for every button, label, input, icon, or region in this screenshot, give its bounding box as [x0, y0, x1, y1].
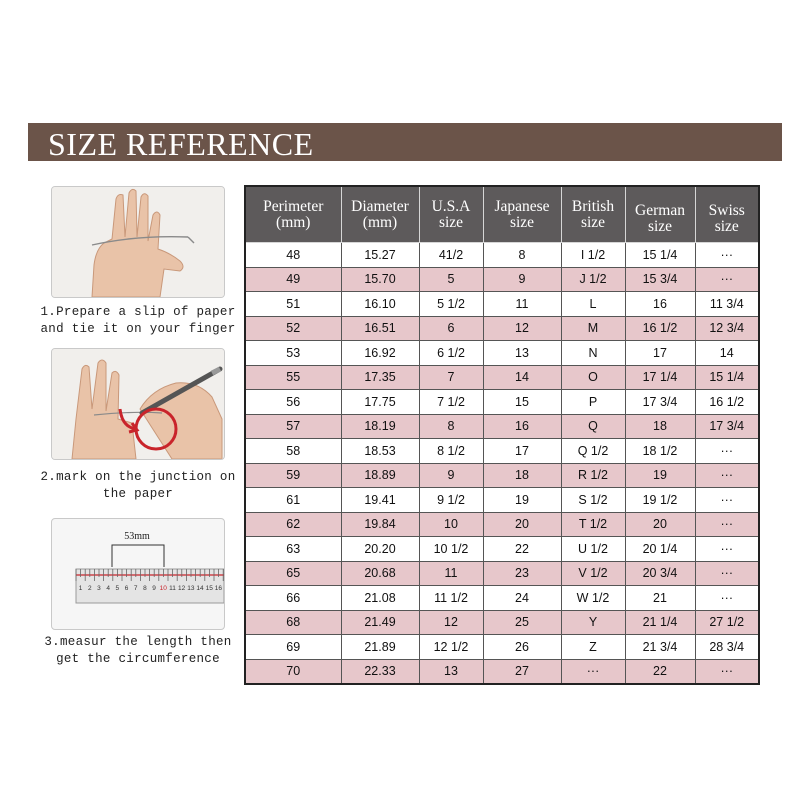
- table-cell: ···: [695, 243, 759, 268]
- title-banner: [28, 123, 782, 161]
- ruler-tick-label: 4: [106, 585, 110, 592]
- table-cell: 16 1/2: [625, 316, 695, 341]
- ruler-tick-label: 9: [152, 585, 156, 592]
- ruler-measure-label: 53mm: [124, 531, 150, 542]
- table-cell: 19: [483, 488, 561, 513]
- table-cell: 48: [245, 243, 341, 268]
- ruler-tick-label: 5: [115, 585, 120, 592]
- table-cell: 70: [245, 659, 341, 684]
- table-cell: ···: [695, 586, 759, 611]
- table-row: [245, 659, 759, 684]
- table-row: [245, 390, 759, 415]
- ruler-tick-label: 7: [133, 585, 138, 592]
- table-cell: 11 1/2: [419, 586, 483, 611]
- table-cell: 18.53: [341, 439, 419, 464]
- table-cell: ···: [695, 537, 759, 562]
- table-row: [245, 365, 759, 390]
- table-cell: 65: [245, 561, 341, 586]
- table-cell: T 1/2: [561, 512, 625, 537]
- table-cell: R 1/2: [561, 463, 625, 488]
- table-cell: 18: [483, 463, 561, 488]
- table-cell: N: [561, 341, 625, 366]
- table-cell: 14: [695, 341, 759, 366]
- table-row: [245, 610, 759, 635]
- table-cell: 17: [483, 439, 561, 464]
- table-cell: ···: [695, 512, 759, 537]
- table-cell: 17 1/4: [625, 365, 695, 390]
- header-diameter: Diameter (mm): [341, 186, 419, 243]
- ruler-tick-label: 14: [196, 585, 204, 592]
- ruler-illustration: [52, 519, 224, 629]
- table-cell: 15: [483, 390, 561, 415]
- page-title: SIZE REFERENCE: [48, 126, 314, 162]
- table-cell: 53: [245, 341, 341, 366]
- table-cell: 25: [483, 610, 561, 635]
- table-cell: 26: [483, 635, 561, 660]
- ruler-tick-label: 11: [169, 585, 176, 592]
- table-cell: ···: [695, 267, 759, 292]
- table-cell: ···: [695, 439, 759, 464]
- ruler-tick-label: 16: [214, 585, 223, 592]
- ruler-tick-label: 13: [187, 585, 195, 592]
- ruler-tick-label: 6: [124, 585, 129, 592]
- table-cell: 21 3/4: [625, 635, 695, 660]
- table-row: [245, 635, 759, 660]
- ruler-tick-label: 15: [205, 585, 213, 592]
- table-cell: ···: [695, 488, 759, 513]
- header-german-size: German size: [625, 186, 695, 243]
- table-cell: 12: [419, 610, 483, 635]
- table-cell: 62: [245, 512, 341, 537]
- table-cell: 17 3/4: [625, 390, 695, 415]
- table-row: [245, 561, 759, 586]
- ring-size-table: [244, 185, 760, 685]
- table-cell: 21.49: [341, 610, 419, 635]
- table-row: [245, 488, 759, 513]
- table-cell: 9 1/2: [419, 488, 483, 513]
- step-2-instruction: 2.mark on the junction on the paper: [40, 470, 236, 501]
- table-cell: 8 1/2: [419, 439, 483, 464]
- table-cell: Z: [561, 635, 625, 660]
- table-cell: 41/2: [419, 243, 483, 268]
- table-cell: 21 1/4: [625, 610, 695, 635]
- ruler-tick-label: 10: [159, 585, 167, 592]
- table-cell: 5: [419, 267, 483, 292]
- table-cell: 19.84: [341, 512, 419, 537]
- header-perimeter: Perimeter (mm): [245, 186, 341, 243]
- table-cell: ···: [561, 659, 625, 684]
- table-cell: 10 1/2: [419, 537, 483, 562]
- table-cell: 19.41: [341, 488, 419, 513]
- table-cell: 61: [245, 488, 341, 513]
- table-cell: 22.33: [341, 659, 419, 684]
- table-cell: 15 3/4: [625, 267, 695, 292]
- step-2-image: [51, 348, 225, 460]
- header-swiss-size: Swiss size: [695, 186, 759, 243]
- table-cell: P: [561, 390, 625, 415]
- table-cell: 69: [245, 635, 341, 660]
- table-cell: 15 1/4: [625, 243, 695, 268]
- table-cell: 18 1/2: [625, 439, 695, 464]
- ruler-tick-label: 12: [178, 585, 186, 592]
- table-cell: 58: [245, 439, 341, 464]
- table-row: [245, 341, 759, 366]
- table-cell: 22: [483, 537, 561, 562]
- table-cell: W 1/2: [561, 586, 625, 611]
- step-1-instruction: 1.Prepare a slip of paper and tie it on your finger: [40, 305, 236, 336]
- header-japanese-size: Japanese size: [483, 186, 561, 243]
- table-cell: 6 1/2: [419, 341, 483, 366]
- table-cell: 57: [245, 414, 341, 439]
- table-cell: 16.92: [341, 341, 419, 366]
- table-cell: ···: [695, 463, 759, 488]
- table-cell: 27 1/2: [695, 610, 759, 635]
- table-cell: 27: [483, 659, 561, 684]
- table-row: [245, 512, 759, 537]
- table-cell: V 1/2: [561, 561, 625, 586]
- table-cell: 51: [245, 292, 341, 317]
- table-cell: 63: [245, 537, 341, 562]
- table-cell: 17: [625, 341, 695, 366]
- table-cell: U 1/2: [561, 537, 625, 562]
- table-cell: 12 1/2: [419, 635, 483, 660]
- table-cell: 15 1/4: [695, 365, 759, 390]
- table-cell: 19 1/2: [625, 488, 695, 513]
- table-cell: 10: [419, 512, 483, 537]
- table-cell: 16.51: [341, 316, 419, 341]
- table-cell: ···: [695, 561, 759, 586]
- table-cell: 17 3/4: [695, 414, 759, 439]
- table-cell: L: [561, 292, 625, 317]
- table-cell: 68: [245, 610, 341, 635]
- table-cell: 17.35: [341, 365, 419, 390]
- table-cell: 52: [245, 316, 341, 341]
- table-row: [245, 414, 759, 439]
- table-cell: 6: [419, 316, 483, 341]
- table-row: [245, 316, 759, 341]
- table-cell: 16 1/2: [695, 390, 759, 415]
- step-1-image: [51, 186, 225, 298]
- table-cell: 17.75: [341, 390, 419, 415]
- ruler-tick-label: 8: [143, 585, 147, 592]
- table-cell: 21.89: [341, 635, 419, 660]
- table-cell: Q: [561, 414, 625, 439]
- table-cell: 18.19: [341, 414, 419, 439]
- ruler-tick-label: 2: [87, 585, 92, 592]
- table-cell: 20.68: [341, 561, 419, 586]
- table-cell: 8: [483, 243, 561, 268]
- table-cell: 18.89: [341, 463, 419, 488]
- table-cell: 20: [483, 512, 561, 537]
- table-cell: 24: [483, 586, 561, 611]
- table-cell: Q 1/2: [561, 439, 625, 464]
- table-cell: 12 3/4: [695, 316, 759, 341]
- table-cell: ···: [695, 659, 759, 684]
- table-cell: I 1/2: [561, 243, 625, 268]
- table-cell: 7: [419, 365, 483, 390]
- pen-marking-illustration: [52, 349, 224, 459]
- table-cell: 55: [245, 365, 341, 390]
- table-cell: 20.20: [341, 537, 419, 562]
- table-row: [245, 243, 759, 268]
- table-cell: 16: [625, 292, 695, 317]
- table-cell: S 1/2: [561, 488, 625, 513]
- table-cell: M: [561, 316, 625, 341]
- table-cell: 20: [625, 512, 695, 537]
- ruler-tick-label: 3: [97, 585, 101, 592]
- table-row: [245, 537, 759, 562]
- table-cell: 9: [419, 463, 483, 488]
- table-cell: 7 1/2: [419, 390, 483, 415]
- table-cell: 18: [625, 414, 695, 439]
- step-3-instruction: 3.measur the length then get the circumference: [44, 635, 232, 666]
- table-row: [245, 439, 759, 464]
- table-cell: 12: [483, 316, 561, 341]
- table-cell: 16: [483, 414, 561, 439]
- step-3-image: [51, 518, 225, 630]
- header-british-size: British size: [561, 186, 625, 243]
- table-cell: 5 1/2: [419, 292, 483, 317]
- table-cell: 22: [625, 659, 695, 684]
- table-cell: 11: [483, 292, 561, 317]
- table-cell: 16.10: [341, 292, 419, 317]
- table-cell: 13: [419, 659, 483, 684]
- ruler-tick-label: 1: [78, 585, 83, 592]
- table-cell: 14: [483, 365, 561, 390]
- table-cell: J 1/2: [561, 267, 625, 292]
- table-cell: 15.70: [341, 267, 419, 292]
- table-cell: O: [561, 365, 625, 390]
- table-cell: 19: [625, 463, 695, 488]
- table-cell: 9: [483, 267, 561, 292]
- table-cell: 59: [245, 463, 341, 488]
- table-cell: 23: [483, 561, 561, 586]
- table-cell: 28 3/4: [695, 635, 759, 660]
- hand-with-string-illustration: [52, 187, 224, 297]
- table-body: [245, 243, 759, 685]
- ruler-numbers: [76, 585, 224, 592]
- table-row: [245, 586, 759, 611]
- table-row: [245, 267, 759, 292]
- table-cell: 21: [625, 586, 695, 611]
- table-row: [245, 292, 759, 317]
- header-usa-size: U.S.A size: [419, 186, 483, 243]
- table-cell: 20 1/4: [625, 537, 695, 562]
- table-cell: Y: [561, 610, 625, 635]
- table-cell: 66: [245, 586, 341, 611]
- table-row: [245, 463, 759, 488]
- table-cell: 49: [245, 267, 341, 292]
- table-cell: 8: [419, 414, 483, 439]
- table-header-row: [245, 186, 759, 243]
- table-cell: 11: [419, 561, 483, 586]
- table-cell: 21.08: [341, 586, 419, 611]
- table-cell: 15.27: [341, 243, 419, 268]
- table-cell: 56: [245, 390, 341, 415]
- table-cell: 13: [483, 341, 561, 366]
- table-cell: 20 3/4: [625, 561, 695, 586]
- table-cell: 11 3/4: [695, 292, 759, 317]
